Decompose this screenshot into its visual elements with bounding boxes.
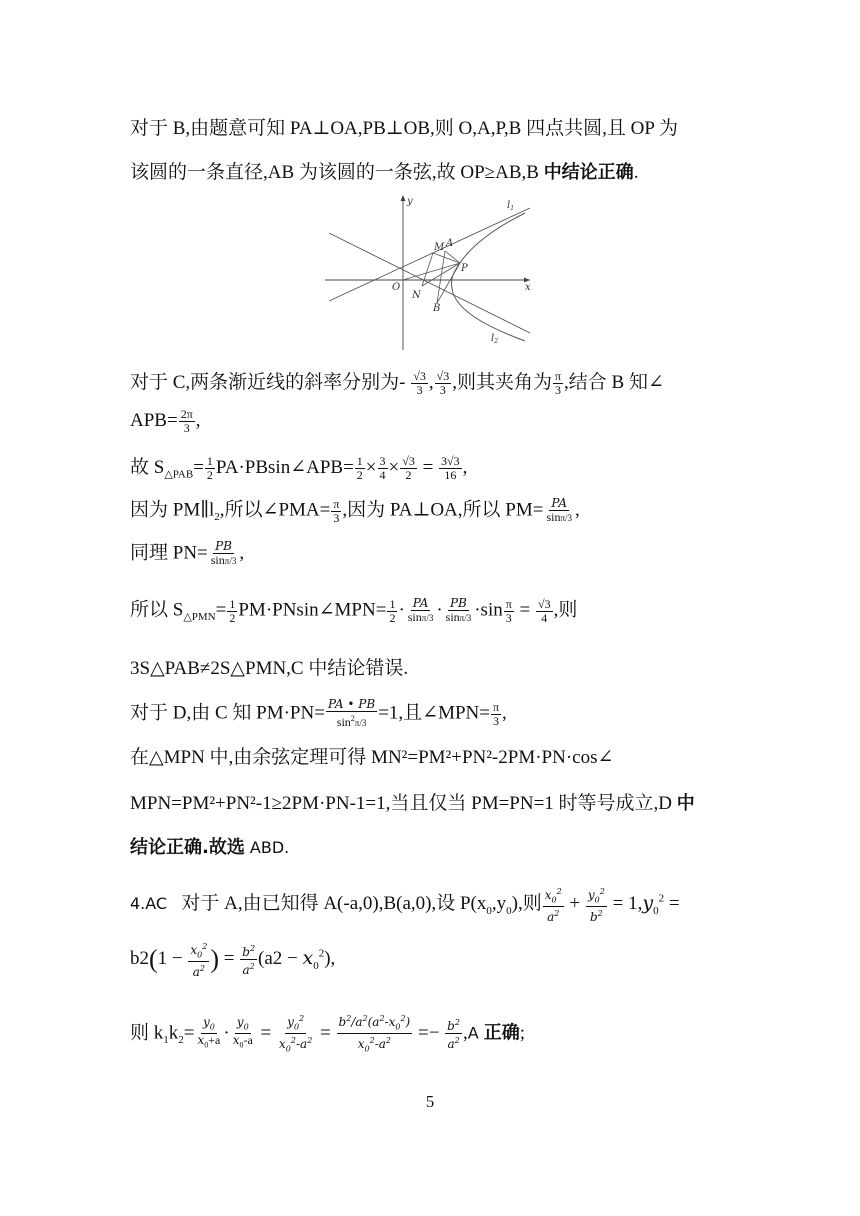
fraction-PAPB-over-sin2: $\frac{PA • PB}{\sin^2\pi/3}$ [327, 697, 376, 729]
label-l1: $l_1$ [507, 200, 515, 212]
fraction-x0sq-over-asq: $\frac{x_0^2}{a^2}$ [190, 942, 208, 980]
fraction-pi-over-3: $\frac{\pi}{3}$ [333, 496, 340, 525]
fraction-pi-over-3: $\frac{\pi}{3}$ [505, 596, 512, 625]
segment-MN [422, 253, 433, 286]
text: ),则 [511, 893, 542, 915]
text: MPN=PM²+PN²-1≥2PM·PN-1=1,当且仅当 PM=PN=1 时等号成立,D [130, 793, 677, 814]
text: 所以 S [130, 599, 184, 621]
fraction-2pi-over-3: $\frac{2\pi}{3}$ [180, 407, 193, 435]
text: A [467, 1023, 484, 1043]
y-axis-arrow [401, 195, 406, 201]
text: 在△MPN 中,由余弦定理可得 MN²=PM²+PN²-2PM·PN·cos∠ [130, 747, 614, 768]
paragraph-line: APB= $\frac{2\pi}{3}$ , [130, 407, 201, 435]
fraction-half: $\frac{1}{2}$ [389, 596, 396, 625]
fraction-x0sq-over-asq: $\frac{x_0^2}{a^2}$ [544, 887, 562, 925]
text: ,y [491, 893, 507, 915]
segment-MP [433, 253, 460, 263]
paragraph-line [130, 746, 750, 770]
text: b2 [130, 948, 149, 970]
label-B: B [433, 303, 441, 314]
fraction-nested: $\frac{b^2/a^2(a^2-x_0^2)}{x_0^2-a^2}$ [338, 1014, 411, 1054]
paragraph-line [130, 161, 750, 185]
text: =1,且∠MPN= [378, 702, 490, 724]
hyperbola-branch [452, 213, 526, 341]
text: 该圆的一条直径,AB 为该圆的一条弦,故 OP≥AB,B [130, 162, 544, 183]
paragraph-line [130, 657, 750, 681]
text: . [633, 162, 639, 183]
paragraph-line: 同理 PN= $\frac{PB}{\sin\pi/3}$ , [130, 539, 245, 567]
fraction-y0-over-x0minus-a: $\frac{y_0}{x_0-a}$ [232, 1015, 253, 1050]
fraction-sqrt3-over-3: $\frac{√3}{3}$ [413, 369, 426, 397]
text: PA·PBsin∠APB= [215, 456, 354, 478]
text: 对于 A,由已知得 A(-a,0),B(a,0),设 P(x [181, 893, 487, 915]
text: 因为 PM∥l [130, 499, 215, 521]
fraction-half: $\frac{1}{2}$ [229, 596, 236, 625]
label-O: O [392, 282, 401, 293]
text: 则 k [130, 1022, 164, 1044]
fraction-bsq-over-asq: $\frac{b^2}{a^2}$ [447, 1018, 460, 1052]
asymptote-l1 [329, 208, 530, 301]
fraction-3-over-4: $\frac{3}{4}$ [379, 454, 386, 482]
text: ,因为 PA⊥OA,所以 PM= [342, 499, 544, 521]
text: 3S△PAB≠2S△PMN,C 中结论错误. [130, 658, 409, 679]
paragraph-line: 4.AC 对于 A,由已知得 A(-a,0),B(a,0),设 $P(x_0,y_0)$,则 $\frac{x_0^2}{a^2}$ + $\frac{y_0^2}{b^2}$ = $1,y_0^2$ = [130, 887, 680, 925]
bold-text: 中结论正确 [543, 162, 634, 183]
fraction-3sqrt3-over-16: $\frac{3√3}{16}$ [441, 454, 460, 482]
bold-text: 中 [676, 793, 695, 814]
paragraph-line: 对于 C,两条渐近线的斜率分别为- $\frac{√3}{3}$ , $\frac{√3}{3}$ ,则其夹角为 $\frac{\pi}{3}$ ,结合 B 知∠ [130, 369, 664, 397]
fraction-half: $\frac{1}{2}$ [356, 454, 363, 482]
asymptote-l2 [329, 233, 530, 333]
text: ,则 [553, 599, 578, 621]
text: = [183, 1022, 195, 1044]
fraction-bsq-over-asq: $\frac{b^2}{a^2}$ [242, 944, 256, 978]
bold-text: 结论正确.故选 [130, 837, 245, 858]
text: ,结合 B 知∠ [564, 371, 664, 393]
paragraph-line: 则 $k_1k_2=$ $\frac{y_0}{x_0+a}$ · $\frac{y_0}{x_0-a}$ = $\frac{y_0^2}{x_0^2-a^2}$ = $\frac{b^2/a^2(a^2-x_0^2)}{x_0^2-a^2}$ =− $\frac{b^2}{a^2}$ ,A 正确; [130, 1014, 526, 1054]
fraction-pi-over-3: $\frac{\pi}{3}$ [554, 369, 562, 397]
text: 同理 PN= [130, 542, 208, 564]
paragraph-line: 故 $S_{\triangle PAB}=$ $\frac{1}{2}$ PA·PBsin∠APB= $\frac{1}{2}$ × $\frac{3}{4}$ × $\frac{√3}{2}$ = $\frac{3√3}{16}$ , [130, 454, 468, 482]
page-number: 5 [425, 1092, 435, 1111]
subscript: △PMN [183, 611, 216, 624]
segment-AP [445, 251, 460, 263]
text: ,则其夹角为 [452, 371, 552, 393]
text: 对于 B,由题意可知 PA⊥OA,PB⊥OB,则 O,A,P,B 四点共圆,且 OP 为 [130, 118, 678, 139]
fraction-PA-over-sin: $\frac{PA}{\sin\pi/3}$ [407, 596, 434, 624]
paragraph-line: 所以 $S_{\triangle PMN}=$ $\frac{1}{2}$ PM·PNsin∠MPN= $\frac{1}{2}$ · $\frac{PA}{\sin\pi/3}$ · $\frac{PB}{\sin\pi/3}$ ·sin $\frac{\pi}{3}$ = $\frac{√3}{4}$ ,则 [130, 596, 578, 625]
fraction-PB-over-sin: $\frac{PB}{\sin\pi/3}$ [210, 539, 237, 567]
paragraph-line [130, 117, 750, 141]
label-N: N [412, 290, 421, 301]
text: 故 S [130, 456, 165, 478]
paragraph-line [130, 792, 750, 816]
label-l2: $l_2$ [491, 333, 499, 345]
label-M: M [434, 242, 445, 253]
question-number: 4.AC [130, 894, 168, 914]
bold-text: 正确 [483, 1022, 520, 1044]
fraction-y0-over-x0plus-a: $\frac{y_0}{x_0+a}$ [197, 1015, 221, 1050]
text: 对于 D,由 C 知 PM·PN= [130, 702, 325, 724]
label-x: x [525, 282, 531, 293]
fraction-y0sq-over-diff: $\frac{y_0^2}{x_0^2-a^2}$ [279, 1014, 313, 1054]
text: k [168, 1022, 179, 1044]
text: ABD. [244, 838, 290, 857]
paragraph-line: b2(1 − $\frac{x_0^2}{a^2}$ ) = $\frac{b^2}{a^2}$ $(a2 - x_0^2)$, [130, 942, 336, 980]
text: APB= [130, 409, 178, 431]
fraction-y0sq-over-bsq: $\frac{y_0^2}{b^2}$ [587, 887, 605, 925]
subscript: △PAB [164, 468, 194, 481]
fraction-half: $\frac{1}{2}$ [206, 454, 213, 482]
hyperbola-figure [325, 193, 535, 350]
text: PM·PNsin∠MPN= [238, 599, 387, 621]
fraction-sqrt3-over-2: $\frac{√3}{2}$ [402, 454, 415, 482]
fraction-PB-over-sin: $\frac{PB}{\sin\pi/3}$ [445, 596, 472, 624]
label-y: y [407, 196, 413, 207]
text: 对于 C,两条渐近线的斜率分别为- [130, 371, 406, 393]
paragraph-line: 对于 D,由 C 知 PM·PN= $\frac{PA • PB}{\sin^2\pi/3}$ =1,且∠MPN= $\frac{\pi}{3}$ , [130, 697, 507, 729]
fraction-PA-over-sin: $\frac{PA}{\sin\pi/3}$ [546, 496, 573, 524]
segment-AB [437, 251, 445, 303]
label-P: P [461, 263, 468, 274]
label-A: A [446, 238, 454, 249]
text: ,所以∠PMA= [219, 499, 331, 521]
fraction-pi-over-3: $\frac{\pi}{3}$ [492, 699, 500, 728]
paragraph-line [130, 836, 750, 860]
text: ; [519, 1022, 526, 1044]
fraction-sqrt3-over-4: $\frac{√3}{4}$ [538, 596, 551, 625]
paragraph-line: 因为 $PM\parallel l_2$,所以∠PMA= $\frac{\pi}{3}$ ,因为 PA⊥OA,所以 PM= $\frac{PA}{\sin\pi/3}$ , [130, 496, 580, 525]
fraction-sqrt3-over-3: $\frac{√3}{3}$ [436, 369, 450, 397]
text: (a2 − [258, 948, 303, 970]
